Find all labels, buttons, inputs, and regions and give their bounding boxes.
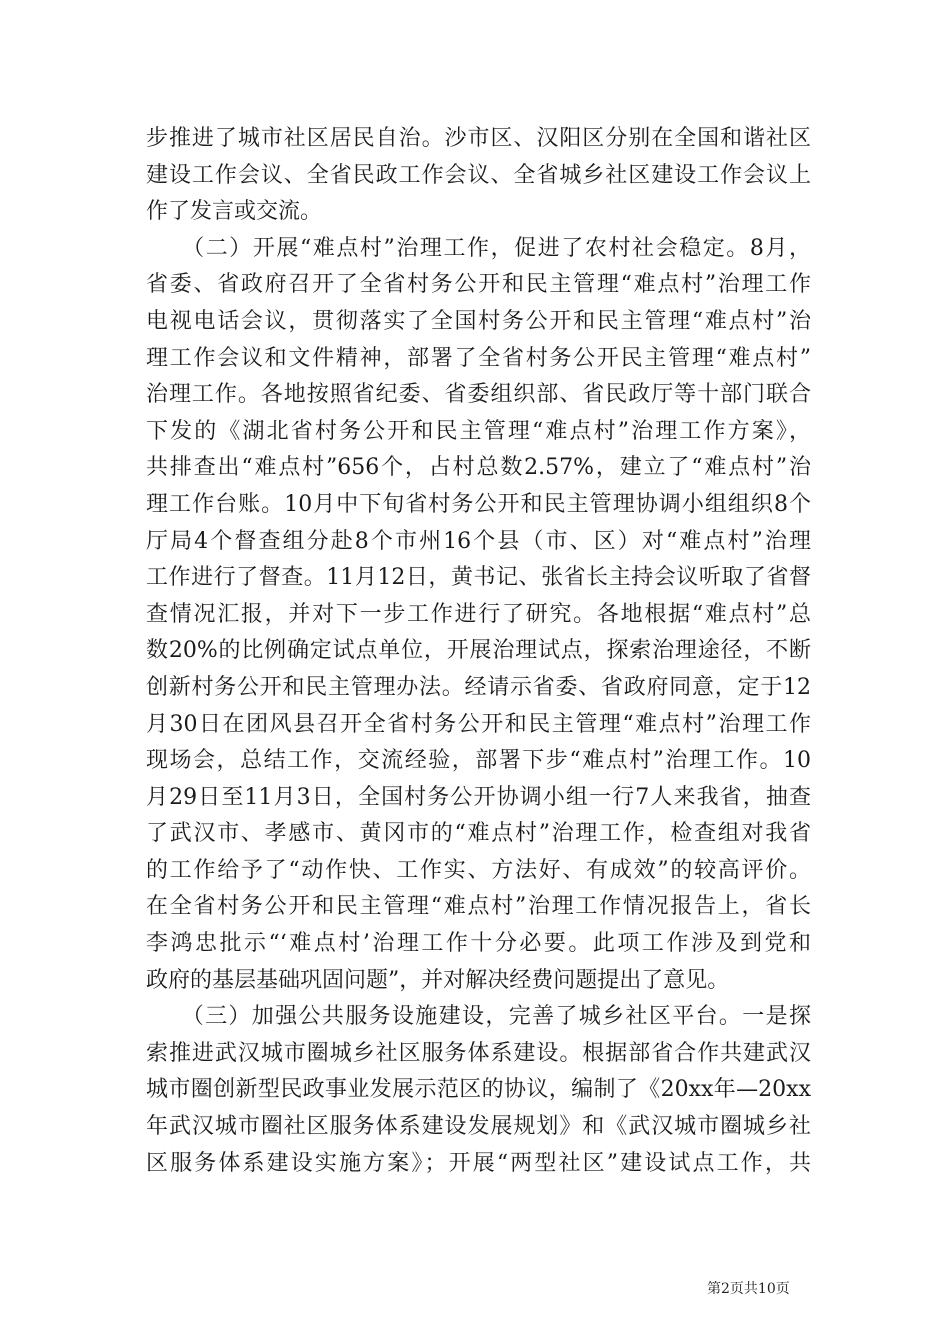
text-line: 现场会，总结工作，交流经验，部署下步“难点村”治理工作。10 (146, 748, 811, 774)
text-line: 李鸿忠批示“‘难点村’治理工作十分必要。此项工作涉及到党和 (146, 931, 811, 957)
text-line: 步推进了城市社区居民自治。沙市区、汉阳区分别在全国和谐社区 (146, 126, 811, 151)
text-line: 工作进行了督查。11月12日，黄书记、张省长主持会议听取了省督 (146, 565, 811, 591)
text-line: 作了发言或交流。 (146, 199, 323, 225)
text-line: 在全省村务公开和民主管理“难点村”治理工作情况报告上，省长 (146, 894, 811, 920)
text-line: 创新村务公开和民主管理办法。经请示省委、省政府同意，定于12 (146, 674, 811, 700)
text-line: 索推进武汉城市圈城乡社区服务体系建设。根据部省合作共建武汉 (146, 1040, 811, 1066)
text-line: 查情况汇报，并对下一步工作进行了研究。各地根据“难点村”总 (146, 601, 811, 627)
text-line: 了武汉市、孝感市、黄冈市的“难点村”治理工作，检查组对我省 (146, 821, 811, 847)
text-line: 电视电话会议，贯彻落实了全国村务公开和民主管理“难点村”治 (146, 308, 811, 334)
text-line: 月30日在团风县召开全省村务公开和民主管理“难点村”治理工作 (146, 711, 811, 737)
text-line: 理工作台账。10月中下旬省村务公开和民主管理协调小组组织8个 (146, 491, 811, 517)
text-line: 下发的《湖北省村务公开和民主管理“难点村”治理工作方案》， (146, 418, 811, 444)
page-number-footer: 第2页共10页 (707, 1281, 790, 1297)
text-line: 数20%的比例确定试点单位，开展治理试点，探索治理途径，不断 (146, 638, 811, 664)
text-line: 政府的基层基础巩固问题”，并对解决经费问题提出了意见。 (146, 967, 730, 993)
text-line: 理工作会议和文件精神，部署了全省村务公开民主管理“难点村” (146, 345, 811, 371)
text-line: 共排查出“难点村”656个，占村总数2.57%，建立了“难点村”治 (146, 455, 811, 481)
text-line: 区服务体系建设实施方案》；开展“两型社区”建设试点工作，共 (146, 1150, 811, 1176)
text-line: 城市圈创新型民政事业发展示范区的协议，编制了《20xx年—20xx (146, 1077, 811, 1103)
document-body (146, 121, 811, 1182)
text-line: 省委、省政府召开了全省村务公开和民主管理“难点村”治理工作 (146, 272, 811, 298)
text-line: 年武汉城市圈社区服务体系建设发展规划》和《武汉城市圈城乡社 (146, 1114, 811, 1140)
paragraph-heading-line: （二）开展“难点村”治理工作，促进了农村社会稳定。8月， (146, 235, 811, 261)
text-line: 的工作给予了“动作快、工作实、方法好、有成效”的较高评价。 (146, 857, 811, 883)
text-line: 治理工作。各地按照省纪委、省委组织部、省民政厅等十部门联合 (146, 382, 811, 408)
text-line: 月29日至11月3日，全国村务公开协调小组一行7人来我省，抽查 (146, 784, 811, 810)
text-line: 建设工作会议、全省民政工作会议、全省城乡社区建设工作会议上 (146, 162, 811, 188)
text-line: 厅局4个督查组分赴8个市州16个县（市、区）对“难点村”治理 (146, 528, 811, 554)
paragraph-heading-line: （三）加强公共服务设施建设，完善了城乡社区平台。一是探 (146, 1004, 811, 1030)
